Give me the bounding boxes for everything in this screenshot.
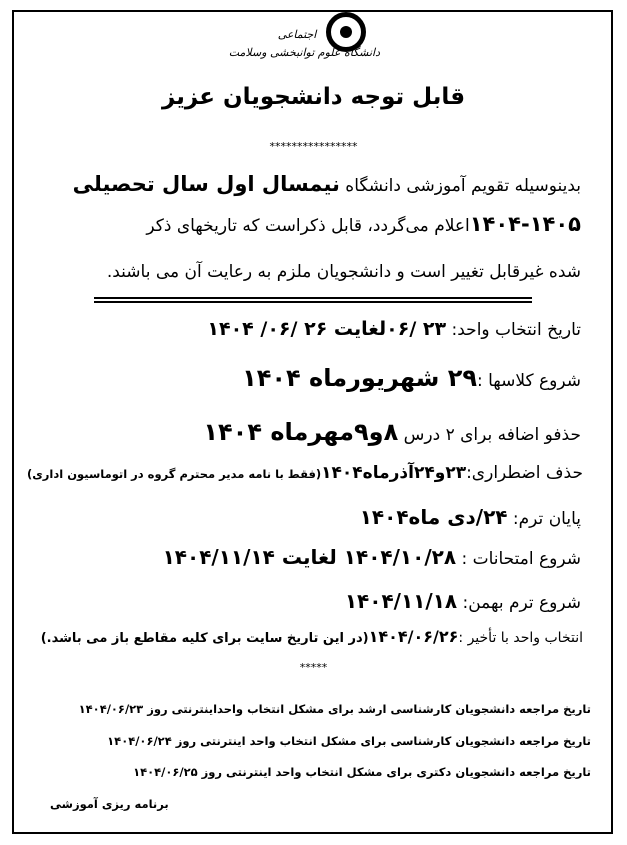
term-end-value: ۲۴/دی ماه۱۴۰۴ <box>359 505 508 529</box>
intro-line-2 <box>146 212 581 236</box>
add-drop-value: ۸و۹مهرماه ۱۴۰۴ <box>203 418 399 446</box>
classes-start-value: ۲۹ شهریورماه ۱۴۰۴ <box>242 364 477 392</box>
exams-start-value: ۱۴۰۴/۱۰/۲۸ لغایت ۱۴۰۴/۱۱/۱۴ <box>162 545 457 569</box>
late-selection-value: ۱۴۰۴/۰۶/۲۶ <box>368 627 459 646</box>
bahman-start-value: ۱۴۰۴/۱۱/۱۸ <box>344 589 458 613</box>
late-selection-note: (در این تاریخ سایت برای کلیه مقاطع باز می باشد.) <box>40 631 369 646</box>
referral-line-masters: تاریخ مراجعه دانشجویان کارشناسی ارشد برای مشکل انتخاب واحداینترنتی روز ۱۴۰۴/۰۶/۲۳ <box>78 702 591 716</box>
logo-text-line2: اجتماعی <box>277 28 317 41</box>
late-selection-row <box>41 627 583 646</box>
referral-line-bachelors: تاریخ مراجعه دانشجویان کارشناسی برای مشکل انتخاب واحد اینترنتی روز ۱۴۰۴/۰۶/۲۴ <box>107 734 591 748</box>
classes-start-row <box>242 364 581 392</box>
emergency-drop-value: ۲۳و۲۴آذرماه۱۴۰۴ <box>321 463 467 483</box>
add-drop-label: حذفو اضافه برای ۲ درس <box>398 425 581 445</box>
academic-year: ۱۴۰۴-۱۴۰۵ <box>469 212 581 236</box>
double-rule-divider <box>94 297 532 303</box>
semester-name: نیمسال اول سال تحصیلی <box>72 172 340 196</box>
exams-start-label: شروع امتحانات : <box>456 549 581 569</box>
intro-line-3: شده غیرقابل تغییر است و دانشجویان ملزم به رعایت آن می باشند. <box>106 262 581 282</box>
stars-divider-top: **************** <box>269 140 358 153</box>
bahman-start-row <box>345 589 581 613</box>
late-selection-label: انتخاب واحد با تأخیر : <box>458 630 583 646</box>
add-drop-row <box>203 418 581 446</box>
emergency-drop-row <box>27 463 583 483</box>
unit-selection-value: ۲۳ /۰۶لغایت ۲۶ /۰۶/ ۱۴۰۴ <box>207 318 447 340</box>
intro-text: بدینوسیله تقویم آموزشی دانشگاه <box>339 176 581 196</box>
emergency-drop-label: حذف اضطراری: <box>466 463 583 483</box>
bahman-start-label: شروع ترم بهمن: <box>457 593 581 613</box>
page-title: قابل توجه دانشجویان عزیز <box>161 84 466 110</box>
unit-selection-label: تاریخ انتخاب واحد: <box>446 320 581 340</box>
exams-start-row <box>163 545 581 569</box>
logo-text-line1: دانشگاه علوم توانبخشی وسلامت <box>228 46 380 59</box>
term-end-row <box>360 505 581 529</box>
university-logo <box>228 10 380 70</box>
referral-line-doctoral: تاریخ مراجعه دانشجویان دکتری برای مشکل انتخاب واحد اینترنتی روز ۱۴۰۴/۰۶/۲۵ <box>133 765 591 779</box>
term-end-label: پایان ترم: <box>507 509 581 529</box>
classes-start-label: شروع کلاسها : <box>476 371 581 391</box>
footer-signature: برنامه ریزی آموزشی <box>50 797 169 811</box>
intro-line-1 <box>73 172 581 196</box>
intro-text-2: اعلام می‌گردد، قابل ذکراست که تاریخهای ذکر <box>146 216 470 236</box>
unit-selection-row <box>207 318 581 340</box>
emergency-drop-note: (فقط با نامه مدیر محترم گروه در اتوماسیون اداری) <box>27 467 322 481</box>
stars-divider-mid: ***** <box>299 661 328 674</box>
